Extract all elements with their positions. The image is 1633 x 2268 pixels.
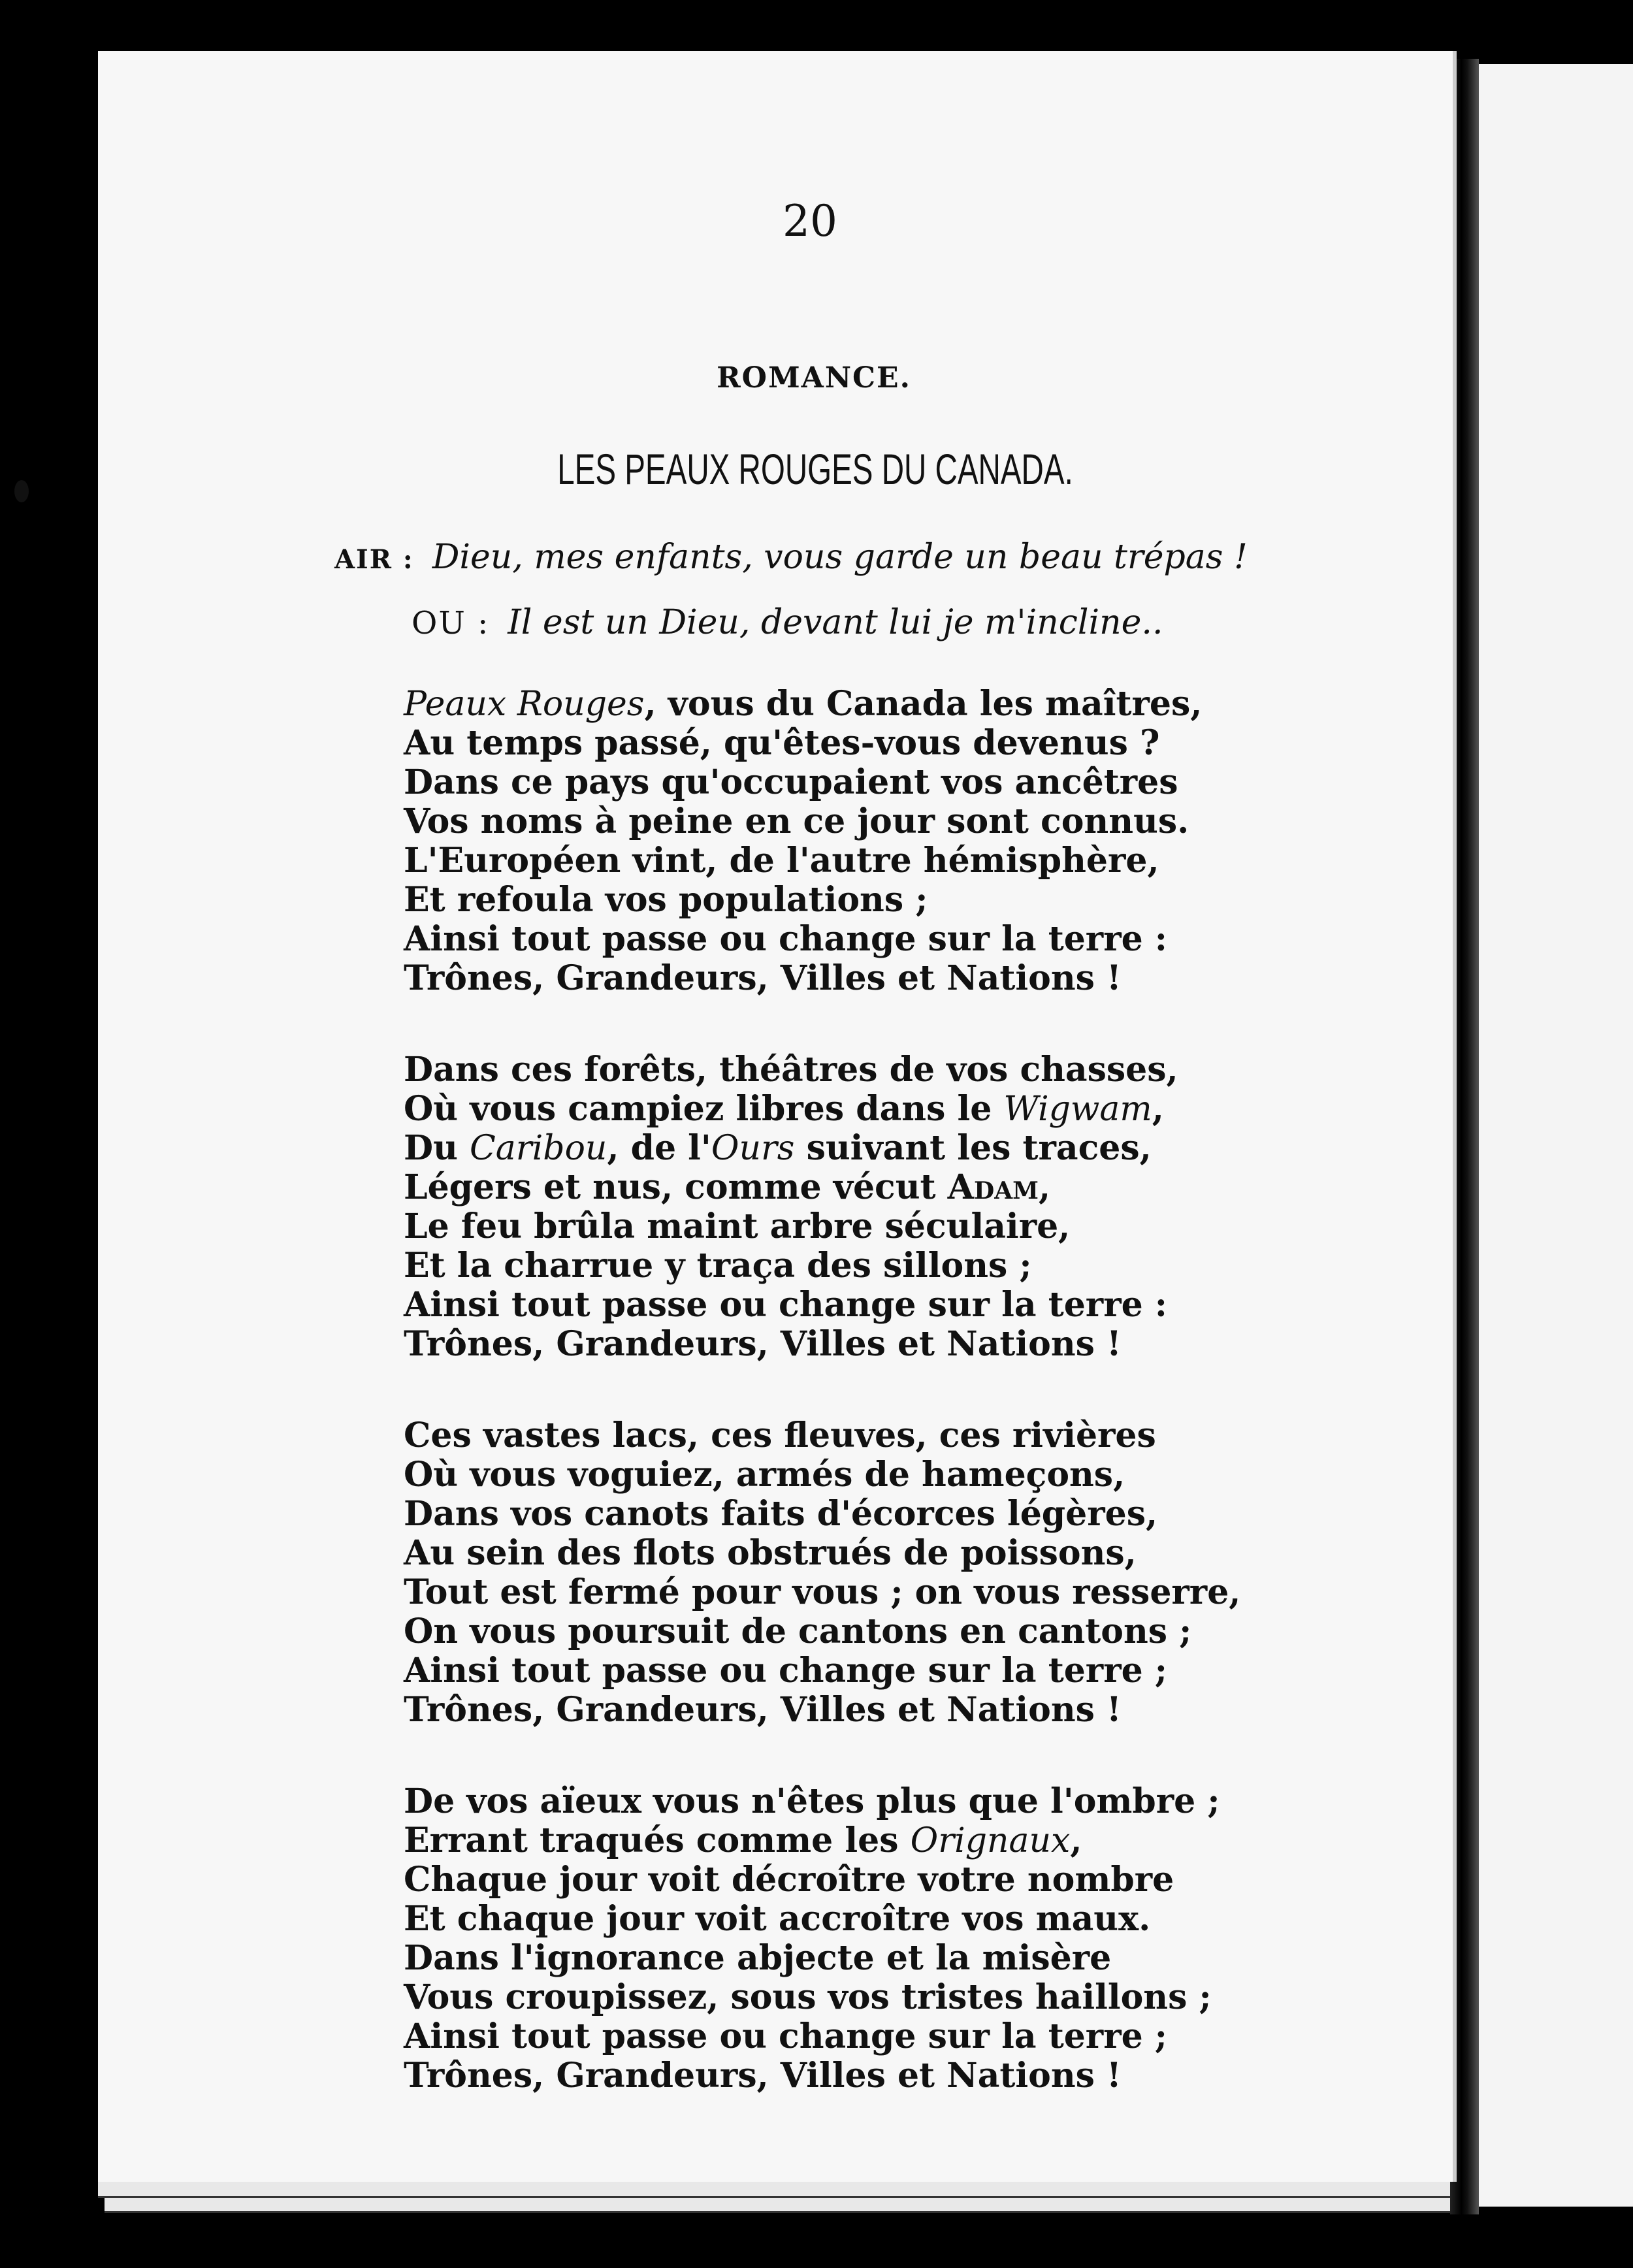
verse-line: L'Européen vint, de l'autre hémisphère, — [404, 841, 1159, 881]
air-line — [334, 538, 1248, 590]
scan-speck — [14, 480, 29, 502]
verse-line: De vos aïeux vous n'êtes plus que l'ombre ; — [404, 1781, 1220, 1821]
verse-line: Errant traqués comme les Orignaux, — [404, 1821, 1082, 1860]
verse-line: Et refoula vos populations ; — [404, 880, 928, 920]
verse-line: Dans ces forêts, théâtres de vos chasses, — [404, 1050, 1178, 1090]
verse-line: Et la charrue y traça des sillons ; — [404, 1246, 1032, 1286]
air-tune: Il est un Dieu, devant lui je m'incline.. — [508, 603, 1163, 642]
verse-line: Ainsi tout passe ou change sur la terre ; — [404, 2017, 1167, 2056]
verse-line: Au sein des flots obstrués de poissons, — [404, 1533, 1137, 1573]
verse-line: Vous croupissez, sous vos tristes haillons ; — [404, 1977, 1212, 2017]
verse-line: Trônes, Grandeurs, Villes et Nations ! — [404, 2056, 1122, 2096]
verse-line: Le feu brûla maint arbre séculaire, — [404, 1207, 1071, 1246]
verse-line: Légers et nus, comme vécut Adam, — [404, 1167, 1051, 1207]
verse-line: Trônes, Grandeurs, Villes et Nations ! — [404, 1690, 1122, 1730]
verse-line: Vos noms à peine en ce jour sont connus. — [404, 802, 1189, 841]
verse-line: Trônes, Grandeurs, Villes et Nations ! — [404, 958, 1122, 998]
book-page — [98, 51, 1457, 2182]
verse-line: Ainsi tout passe ou change sur la terre : — [404, 1285, 1167, 1325]
stanza — [404, 685, 1527, 998]
verse-line: Chaque jour voit décroître votre nombre — [404, 1860, 1174, 1900]
verse-line: Au temps passé, qu'êtes-vous devenus ? — [404, 723, 1160, 763]
verse-line: Du Caribou, de l'Ours suivant les traces, — [404, 1128, 1152, 1168]
verse-line: Où vous campiez libres dans le Wigwam, — [404, 1089, 1164, 1129]
air-label: OU : — [412, 605, 490, 641]
verse-line: Tout est fermé pour vous ; on vous resserre, — [404, 1572, 1241, 1612]
stanza — [404, 1782, 1527, 2096]
song-title: LES PEAUX ROUGES DU CANADA. — [557, 445, 1073, 493]
verse-line: Ces vastes lacs, ces fleuves, ces rivières — [404, 1416, 1156, 1455]
verse-line: Ainsi tout passe ou change sur la terre : — [404, 919, 1167, 959]
verse-line: Dans vos canots faits d'écorces légères, — [404, 1494, 1158, 1534]
air-tune: Dieu, mes enfants, vous garde un beau trépas ! — [432, 538, 1248, 577]
verse-line: On vous poursuit de cantons en cantons ; — [404, 1612, 1192, 1651]
air-line — [412, 603, 1163, 655]
verse-line: Dans ce pays qu'occupaient vos ancêtres — [404, 762, 1178, 802]
verse-line: Trônes, Grandeurs, Villes et Nations ! — [404, 1324, 1122, 1364]
verse-line: Peaux Rouges, vous du Canada les maîtres, — [404, 684, 1203, 724]
stanza — [404, 1050, 1527, 1364]
page-number: 20 — [783, 196, 837, 246]
section-heading: ROMANCE. — [717, 361, 911, 395]
verse-line: Où vous voguiez, armés de hameçons, — [404, 1455, 1125, 1495]
verse-line: Dans l'ignorance abjecte et la misère — [404, 1938, 1112, 1978]
verse-line: Ainsi tout passe ou change sur la terre ; — [404, 1651, 1167, 1691]
stanza — [404, 1416, 1527, 1730]
air-label: AIR : — [334, 544, 414, 575]
verse-line: Et chaque jour voit accroître vos maux. — [404, 1899, 1151, 1939]
